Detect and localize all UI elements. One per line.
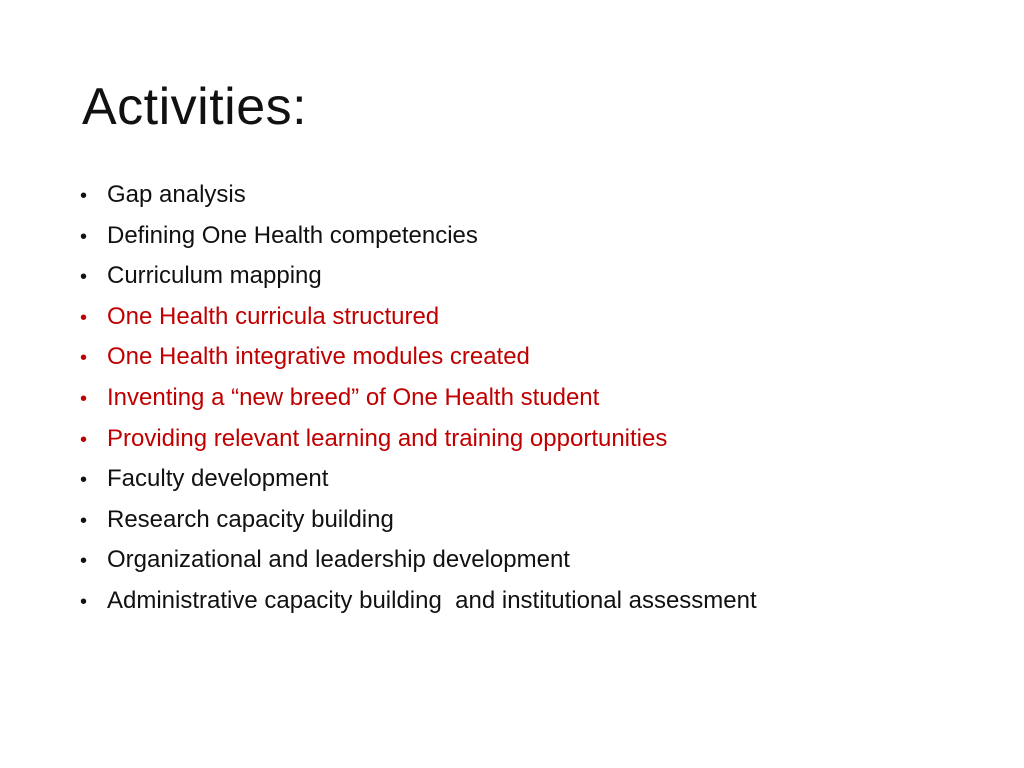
bullet-text: One Health curricula structured — [107, 302, 440, 330]
bullet-icon: • — [80, 266, 88, 289]
bullet-item — [80, 581, 980, 622]
bullet-item — [80, 540, 980, 581]
bullet-icon: • — [80, 509, 88, 532]
bullet-text: Faculty development — [107, 465, 329, 493]
bullet-text: Defining One Health competencies — [107, 221, 478, 249]
bullet-icon: • — [80, 306, 88, 329]
bullet-icon: • — [80, 347, 88, 370]
bullet-icon: • — [80, 550, 88, 573]
bullet-item — [80, 175, 980, 216]
bullet-list — [80, 175, 980, 622]
bullet-item — [80, 500, 980, 541]
bullet-text: Curriculum mapping — [107, 262, 322, 290]
bullet-item — [80, 297, 980, 338]
bullet-icon: • — [80, 469, 88, 492]
bullet-text: Organizational and leadership development — [107, 546, 570, 574]
bullet-item — [80, 337, 980, 378]
bullet-text: Research capacity building — [107, 505, 394, 533]
bullet-item — [80, 216, 980, 257]
bullet-item — [80, 419, 980, 460]
bullet-icon: • — [80, 387, 88, 410]
bullet-text: One Health integrative modules created — [107, 343, 530, 371]
slide-title: Activities: — [82, 78, 308, 136]
bullet-item — [80, 459, 980, 500]
bullet-item — [80, 256, 980, 297]
bullet-text: Gap analysis — [107, 181, 246, 208]
bullet-text: Inventing a “new breed” of One Health student — [107, 383, 600, 411]
bullet-text: Providing relevant learning and training opportunities — [107, 424, 668, 452]
bullet-icon: • — [80, 428, 88, 451]
bullet-icon: • — [80, 225, 88, 248]
bullet-text: Administrative capacity building and institutional assessment — [107, 586, 757, 614]
bullet-item — [80, 378, 980, 419]
bullet-icon: • — [80, 590, 88, 613]
bullet-icon: • — [80, 185, 88, 207]
